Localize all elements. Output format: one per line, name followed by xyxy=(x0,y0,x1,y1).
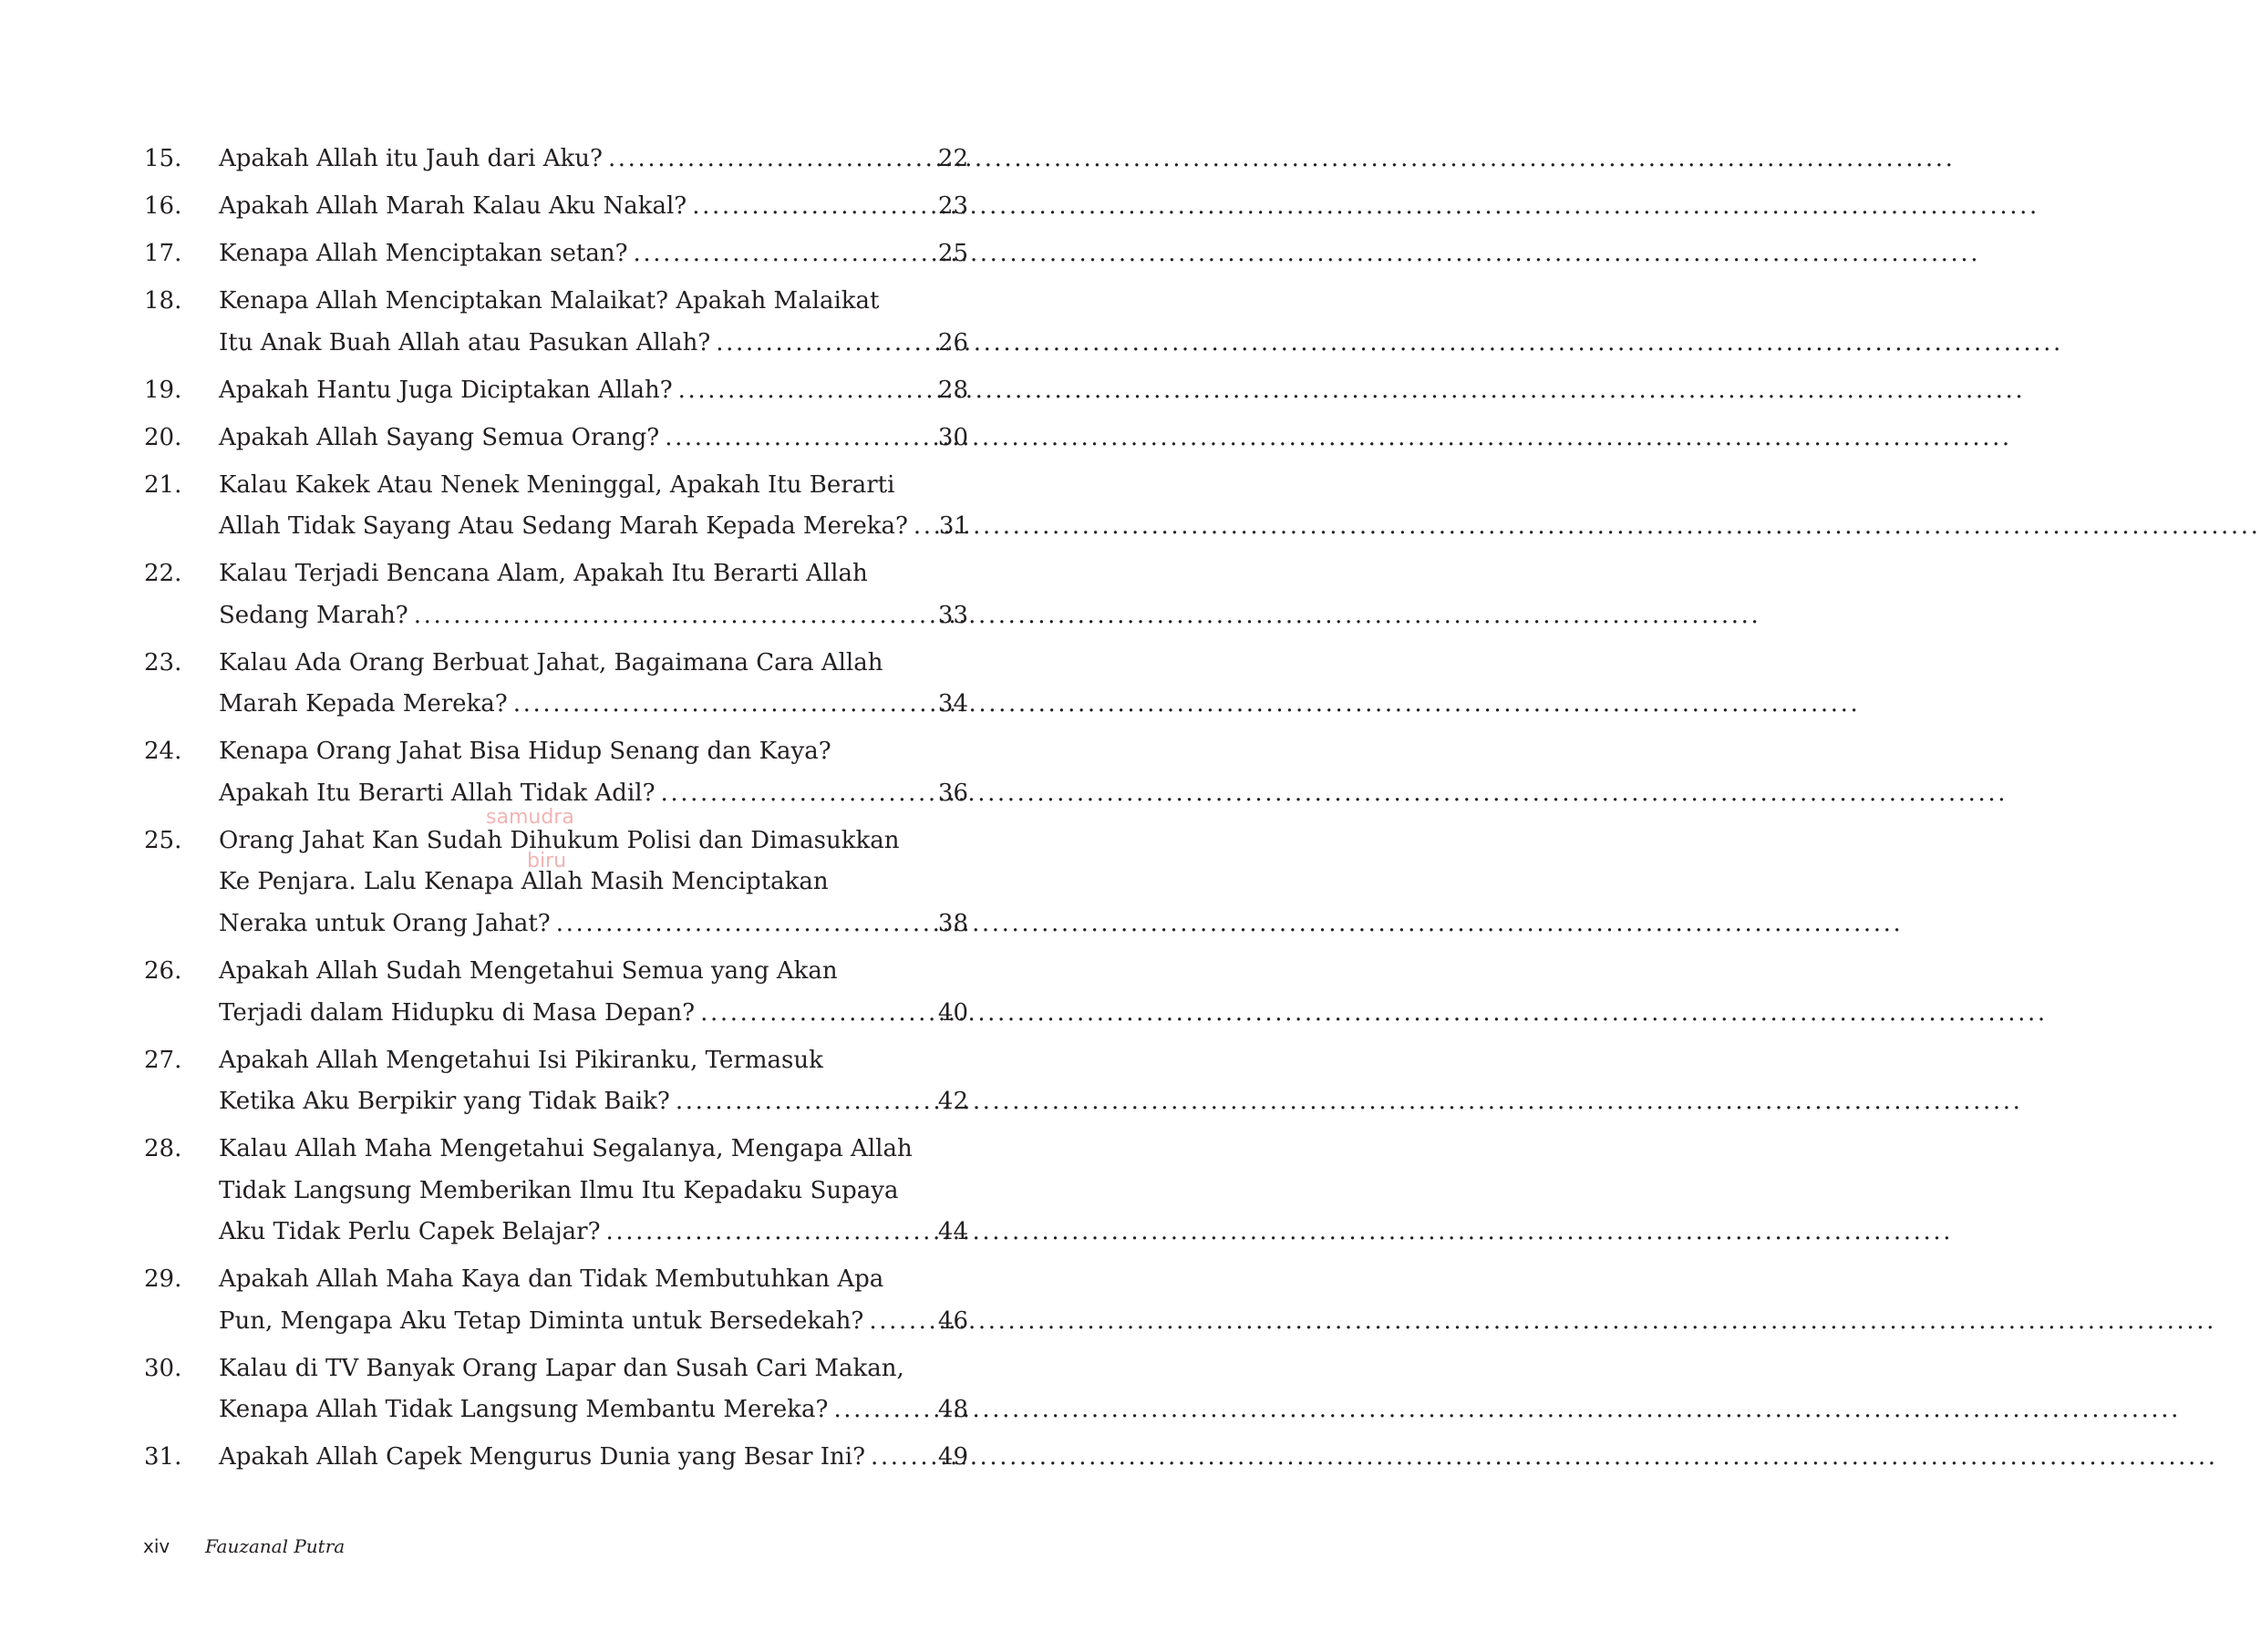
toc-entry-line xyxy=(219,281,968,323)
toc-entry-body xyxy=(219,370,968,412)
toc-entry[interactable] xyxy=(144,465,968,548)
toc-entry-page[interactable]: 26 xyxy=(937,328,968,356)
toc-entry-title: Kenapa Allah Tidak Langsung Membantu Mereka? xyxy=(219,1396,829,1424)
toc-entry-title: Kalau Allah Maha Mengetahui Segalanya, Mengapa Allah xyxy=(219,1135,913,1163)
toc-entry-line xyxy=(219,465,968,507)
toc-entry[interactable] xyxy=(144,951,968,1034)
dot-leader xyxy=(670,1081,938,1123)
toc-entry[interactable] xyxy=(144,370,968,412)
toc-entry-body xyxy=(219,731,968,814)
toc-entry-line xyxy=(219,1259,968,1301)
dot-leader xyxy=(710,323,938,365)
toc-entry-page[interactable]: 22 xyxy=(937,145,968,172)
toc-entry-line xyxy=(219,186,968,228)
toc-entry-page[interactable]: 36 xyxy=(937,779,968,807)
toc-entry-line xyxy=(219,1081,968,1123)
toc-entry-line xyxy=(219,903,968,945)
toc-entry-body xyxy=(219,281,968,364)
toc-entry-line xyxy=(219,233,968,275)
toc-entry-body xyxy=(219,553,968,636)
dot-leader xyxy=(673,370,938,412)
toc-entry-page[interactable]: 25 xyxy=(937,239,968,267)
toc-entry-title: Sedang Marah? xyxy=(219,601,408,629)
toc-entry[interactable] xyxy=(144,1437,968,1479)
toc-entry[interactable] xyxy=(144,1129,968,1254)
toc-entry-line xyxy=(219,418,968,459)
toc-entry-title: Aku Tidak Perlu Capek Belajar? xyxy=(219,1218,601,1246)
dot-leader xyxy=(659,418,938,459)
toc-entry-title: Apakah Hantu Juga Diciptakan Allah? xyxy=(219,376,673,404)
toc-entry-line xyxy=(219,595,968,637)
toc-entry-number: 26. xyxy=(144,956,182,985)
toc-entry-body xyxy=(219,1437,968,1479)
toc-entry-title: Terjadi dalam Hidupku di Masa Depan? xyxy=(219,998,696,1027)
toc-entry-title: Ke Penjara. Lalu Kenapa Allah Masih Menciptakan xyxy=(219,868,829,896)
toc-entry-number: 23. xyxy=(144,648,182,676)
toc-entry-title: Apakah Allah itu Jauh dari Aku? xyxy=(219,145,603,172)
toc-entry-body xyxy=(219,186,968,228)
toc-entry-title: Kalau Ada Orang Berbuat Jahat, Bagaimana Cara Allah xyxy=(219,648,883,676)
toc-entry-title: Apakah Allah Sudah Mengetahui Semua yang Akan xyxy=(219,956,838,985)
toc-entry-body xyxy=(219,233,968,275)
toc-entry-title: Kenapa Orang Jahat Bisa Hidup Senang dan Kaya? xyxy=(219,738,831,766)
toc-entry[interactable] xyxy=(144,1348,968,1431)
toc-entry-title: Kenapa Allah Menciptakan Malaikat? Apakah Malaikat xyxy=(219,286,880,315)
toc-entry-title: Apakah Allah Marah Kalau Aku Nakal? xyxy=(219,191,687,220)
toc-entry-title: Itu Anak Buah Allah atau Pasukan Allah? xyxy=(219,328,711,356)
toc-entry-body xyxy=(219,951,968,1034)
book-page xyxy=(0,0,1113,1652)
toc-entry-number: 19. xyxy=(144,376,182,404)
toc-entry-page[interactable]: 48 xyxy=(937,1396,968,1424)
toc-entry-title: Orang Jahat Kan Sudah Dihukum Polisi dan Dimasukkan xyxy=(219,826,900,854)
dot-leader xyxy=(601,1212,938,1254)
toc-entry-page[interactable]: 42 xyxy=(937,1088,968,1116)
toc-entry[interactable] xyxy=(144,281,968,364)
toc-entry-number: 21. xyxy=(144,470,182,499)
toc-entry-number: 25. xyxy=(144,826,182,854)
toc-entry-number: 30. xyxy=(144,1354,182,1382)
dot-leader xyxy=(863,1301,938,1343)
toc-entry-body xyxy=(219,139,968,181)
page-footer xyxy=(143,1535,345,1557)
toc-entry-number: 29. xyxy=(144,1265,182,1294)
toc-entry-line xyxy=(219,1348,968,1390)
toc-entry-body xyxy=(219,643,968,726)
toc-entry-line xyxy=(219,993,968,1035)
running-footer-author: Fauzanal Putra xyxy=(205,1535,346,1557)
toc-entry-title: Apakah Allah Capek Mengurus Dunia yang Besar Ini? xyxy=(219,1443,866,1471)
toc-entry[interactable] xyxy=(144,139,968,181)
watermark-line-1: samudra xyxy=(486,805,574,829)
toc-entry-title: Neraka untuk Orang Jahat? xyxy=(219,910,551,937)
toc-entry[interactable] xyxy=(144,1259,968,1342)
dot-leader xyxy=(828,1389,937,1431)
toc-entry-line xyxy=(219,951,968,993)
toc-entry-title: Tidak Langsung Memberikan Ilmu Itu Kepadaku Supaya xyxy=(219,1176,899,1204)
toc-entry[interactable] xyxy=(144,186,968,228)
toc-entry[interactable] xyxy=(144,553,968,636)
toc-entry-body xyxy=(219,1259,968,1342)
toc-entry-title: Apakah Allah Mengetahui Isi Pikiranku, Termasuk xyxy=(219,1046,823,1074)
toc-entry-line xyxy=(219,1129,968,1171)
toc-entry-line xyxy=(219,1437,968,1479)
toc-entry-body xyxy=(219,821,968,945)
toc-entry-number: 15. xyxy=(144,145,182,172)
toc-entry-line xyxy=(219,1171,968,1213)
toc-entry-title: Pun, Mengapa Aku Tetap Diminta untuk Bersedekah? xyxy=(219,1306,864,1335)
toc-entry-number: 24. xyxy=(144,738,182,766)
toc-entry[interactable] xyxy=(144,731,968,814)
toc-entry-line xyxy=(219,370,968,412)
toc-entry-line xyxy=(219,731,968,773)
toc-entry-body xyxy=(219,418,968,459)
toc-entry-page[interactable]: 49 xyxy=(937,1443,968,1471)
toc-entry-number: 18. xyxy=(144,286,182,315)
toc-entry-line xyxy=(219,1212,968,1254)
toc-entry-line xyxy=(219,684,968,726)
toc-entry-page[interactable]: 38 xyxy=(937,910,968,937)
dot-leader xyxy=(695,993,938,1035)
toc-entry-title: Kalau Terjadi Bencana Alam, Apakah Itu Berarti Allah xyxy=(219,560,868,588)
toc-entry-page[interactable]: 34 xyxy=(937,690,968,718)
toc-entry-number: 20. xyxy=(144,423,182,451)
toc-entry-line xyxy=(219,862,968,903)
toc-entry-line xyxy=(219,323,968,365)
toc-entry-page[interactable]: 23 xyxy=(937,191,968,220)
dot-leader xyxy=(908,506,939,548)
dot-leader xyxy=(408,595,938,637)
toc-entry-body xyxy=(219,1348,968,1431)
toc-entry-line xyxy=(219,1301,968,1343)
toc-entry-line xyxy=(219,139,968,181)
toc-entry-title: Apakah Allah Maha Kaya dan Tidak Membutuhkan Apa xyxy=(219,1265,884,1294)
toc-entry-line xyxy=(219,643,968,685)
toc-entry-body xyxy=(219,1129,968,1254)
toc-entry-title: Kenapa Allah Menciptakan setan? xyxy=(219,239,628,267)
toc-entry-page[interactable]: 31 xyxy=(938,512,970,541)
toc-entry-number: 17. xyxy=(144,239,182,267)
toc-entry-line xyxy=(219,1040,968,1082)
toc-entry-line xyxy=(219,773,968,815)
toc-entry-body xyxy=(219,465,968,548)
toc-entry-page[interactable]: 33 xyxy=(937,601,968,629)
toc-entry[interactable] xyxy=(144,1040,968,1123)
toc-entry-title: Kalau di TV Banyak Orang Lapar dan Susah Cari Makan, xyxy=(219,1354,904,1382)
toc-entry-line xyxy=(219,506,968,548)
dot-leader xyxy=(603,139,938,181)
toc-entry-page[interactable]: 40 xyxy=(937,998,968,1027)
toc-entry-title: Apakah Itu Berarti Allah Tidak Adil? xyxy=(219,779,656,807)
toc-entry-line xyxy=(219,1389,968,1431)
toc-entry-number: 28. xyxy=(144,1135,182,1163)
toc-entry-title: Kalau Kakek Atau Nenek Meninggal, Apakah Itu Berarti xyxy=(219,470,895,499)
dot-leader xyxy=(687,186,938,228)
page-number: xiv xyxy=(143,1535,170,1557)
toc-entry-line xyxy=(219,553,968,595)
toc-entry[interactable] xyxy=(144,233,968,275)
toc-entry-title: Ketika Aku Berpikir yang Tidak Baik? xyxy=(219,1088,670,1116)
toc-entry-number: 22. xyxy=(144,560,182,588)
dot-leader xyxy=(551,903,938,945)
toc-entry-page[interactable]: 30 xyxy=(937,423,968,451)
dot-leader xyxy=(628,233,938,275)
dot-leader xyxy=(656,773,938,815)
toc-entry-title: Marah Kepada Mereka? xyxy=(219,690,508,718)
toc-entry-body xyxy=(219,1040,968,1123)
toc-entry-number: 27. xyxy=(144,1046,182,1074)
toc-entry-line xyxy=(219,821,968,862)
toc-entry-page[interactable]: 46 xyxy=(937,1306,968,1335)
toc-entry-page[interactable]: 44 xyxy=(937,1218,968,1246)
toc-entry-page[interactable]: 28 xyxy=(937,376,968,404)
toc-entry[interactable] xyxy=(144,418,968,459)
watermark-line-2: biru xyxy=(527,850,567,873)
toc-entry-number: 31. xyxy=(144,1443,182,1471)
dot-leader xyxy=(508,684,938,726)
toc-entry[interactable] xyxy=(144,643,968,726)
toc-entry-title: Apakah Allah Sayang Semua Orang? xyxy=(219,423,660,451)
toc-entry-number: 16. xyxy=(144,191,182,220)
dot-leader xyxy=(865,1437,938,1479)
toc-entry[interactable] xyxy=(144,821,968,945)
toc-entry-title: Allah Tidak Sayang Atau Sedang Marah Kepada Mereka? xyxy=(219,512,908,541)
